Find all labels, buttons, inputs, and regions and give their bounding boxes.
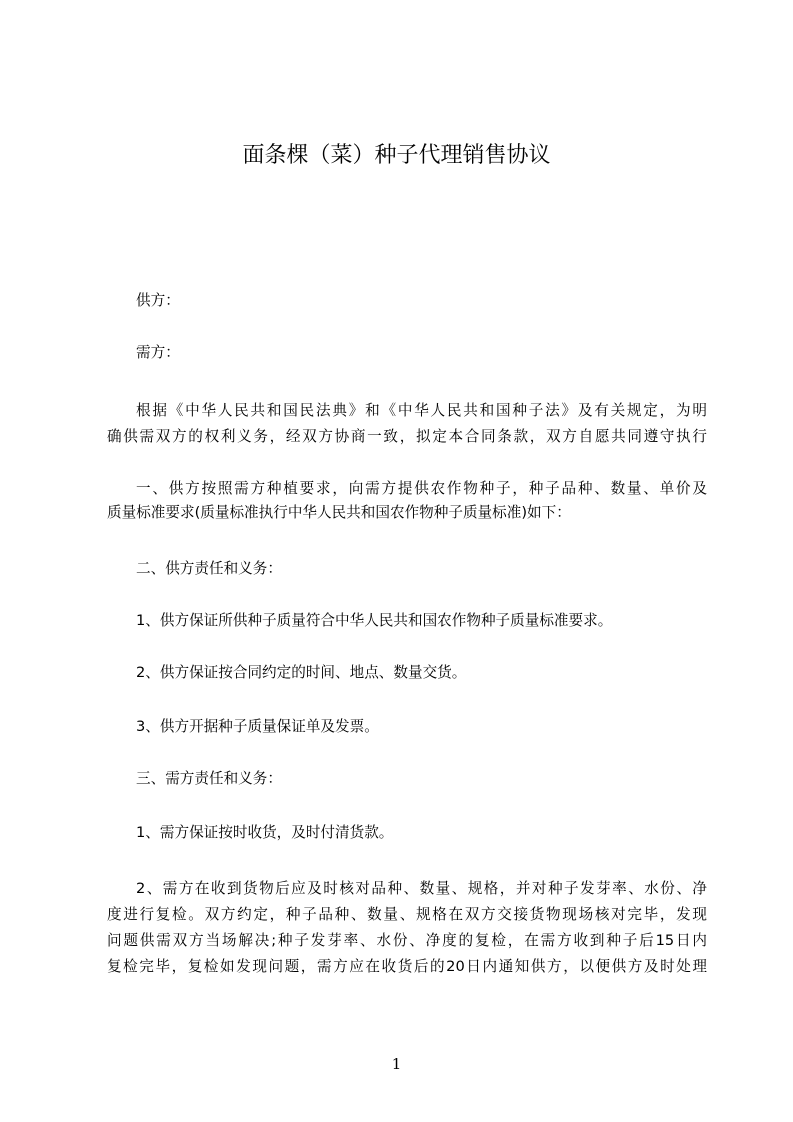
clause-2-item-3: 3、供方开据种子质量保证单及发票。 — [136, 718, 379, 735]
buyer-label: 需方： — [136, 344, 180, 361]
paragraph-line: 根据《中华人民共和国民法典》和《中华人民共和国种子法》及有关规定，为明 — [136, 402, 707, 419]
supplier-label: 供方： — [136, 292, 180, 309]
paragraph-line: 复检完毕，复检如发现问题，需方应在收货后的20日内通知供方，以便供方及时处理 — [107, 958, 707, 975]
paragraph-line: 2、需方在收到货物后应及时核对品种、数量、规格，并对种子发芽率、水份、净 — [136, 880, 707, 897]
clause-3-item-1: 1、需方保证按时收货，及时付清货款。 — [136, 824, 394, 841]
clause-2-heading: 二、供方责任和义务： — [136, 560, 282, 577]
clause-2-item-1: 1、供方保证所供种子质量符合中华人民共和国农作物种子质量标准要求。 — [136, 612, 613, 629]
page-number: 1 — [391, 1055, 402, 1073]
paragraph-line: 确供需双方的权利义务，经双方协商一致，拟定本合同条款，双方自愿共同遵守执行 — [107, 428, 707, 445]
paragraph-line: 质量标准要求(质量标准执行中华人民共和国农作物种子质量标准)如下： — [107, 504, 571, 521]
paragraph-line: 度进行复检。双方约定，种子品种、数量、规格在双方交接货物现场核对完毕，发现 — [107, 906, 707, 923]
clause-3-heading: 三、需方责任和义务： — [136, 770, 282, 787]
clause-2-item-2: 2、供方保证按合同约定的时间、地点、数量交货。 — [136, 664, 467, 681]
document-title: 面条棵（菜）种子代理销售协议 — [242, 143, 551, 168]
paragraph-line: 问题供需双方当场解决;种子发芽率、水份、净度的复检，在需方收到种子后15日内 — [107, 932, 707, 949]
paragraph-line: 一、供方按照需方种植要求，向需方提供农作物种子，种子品种、数量、单价及 — [136, 480, 707, 497]
